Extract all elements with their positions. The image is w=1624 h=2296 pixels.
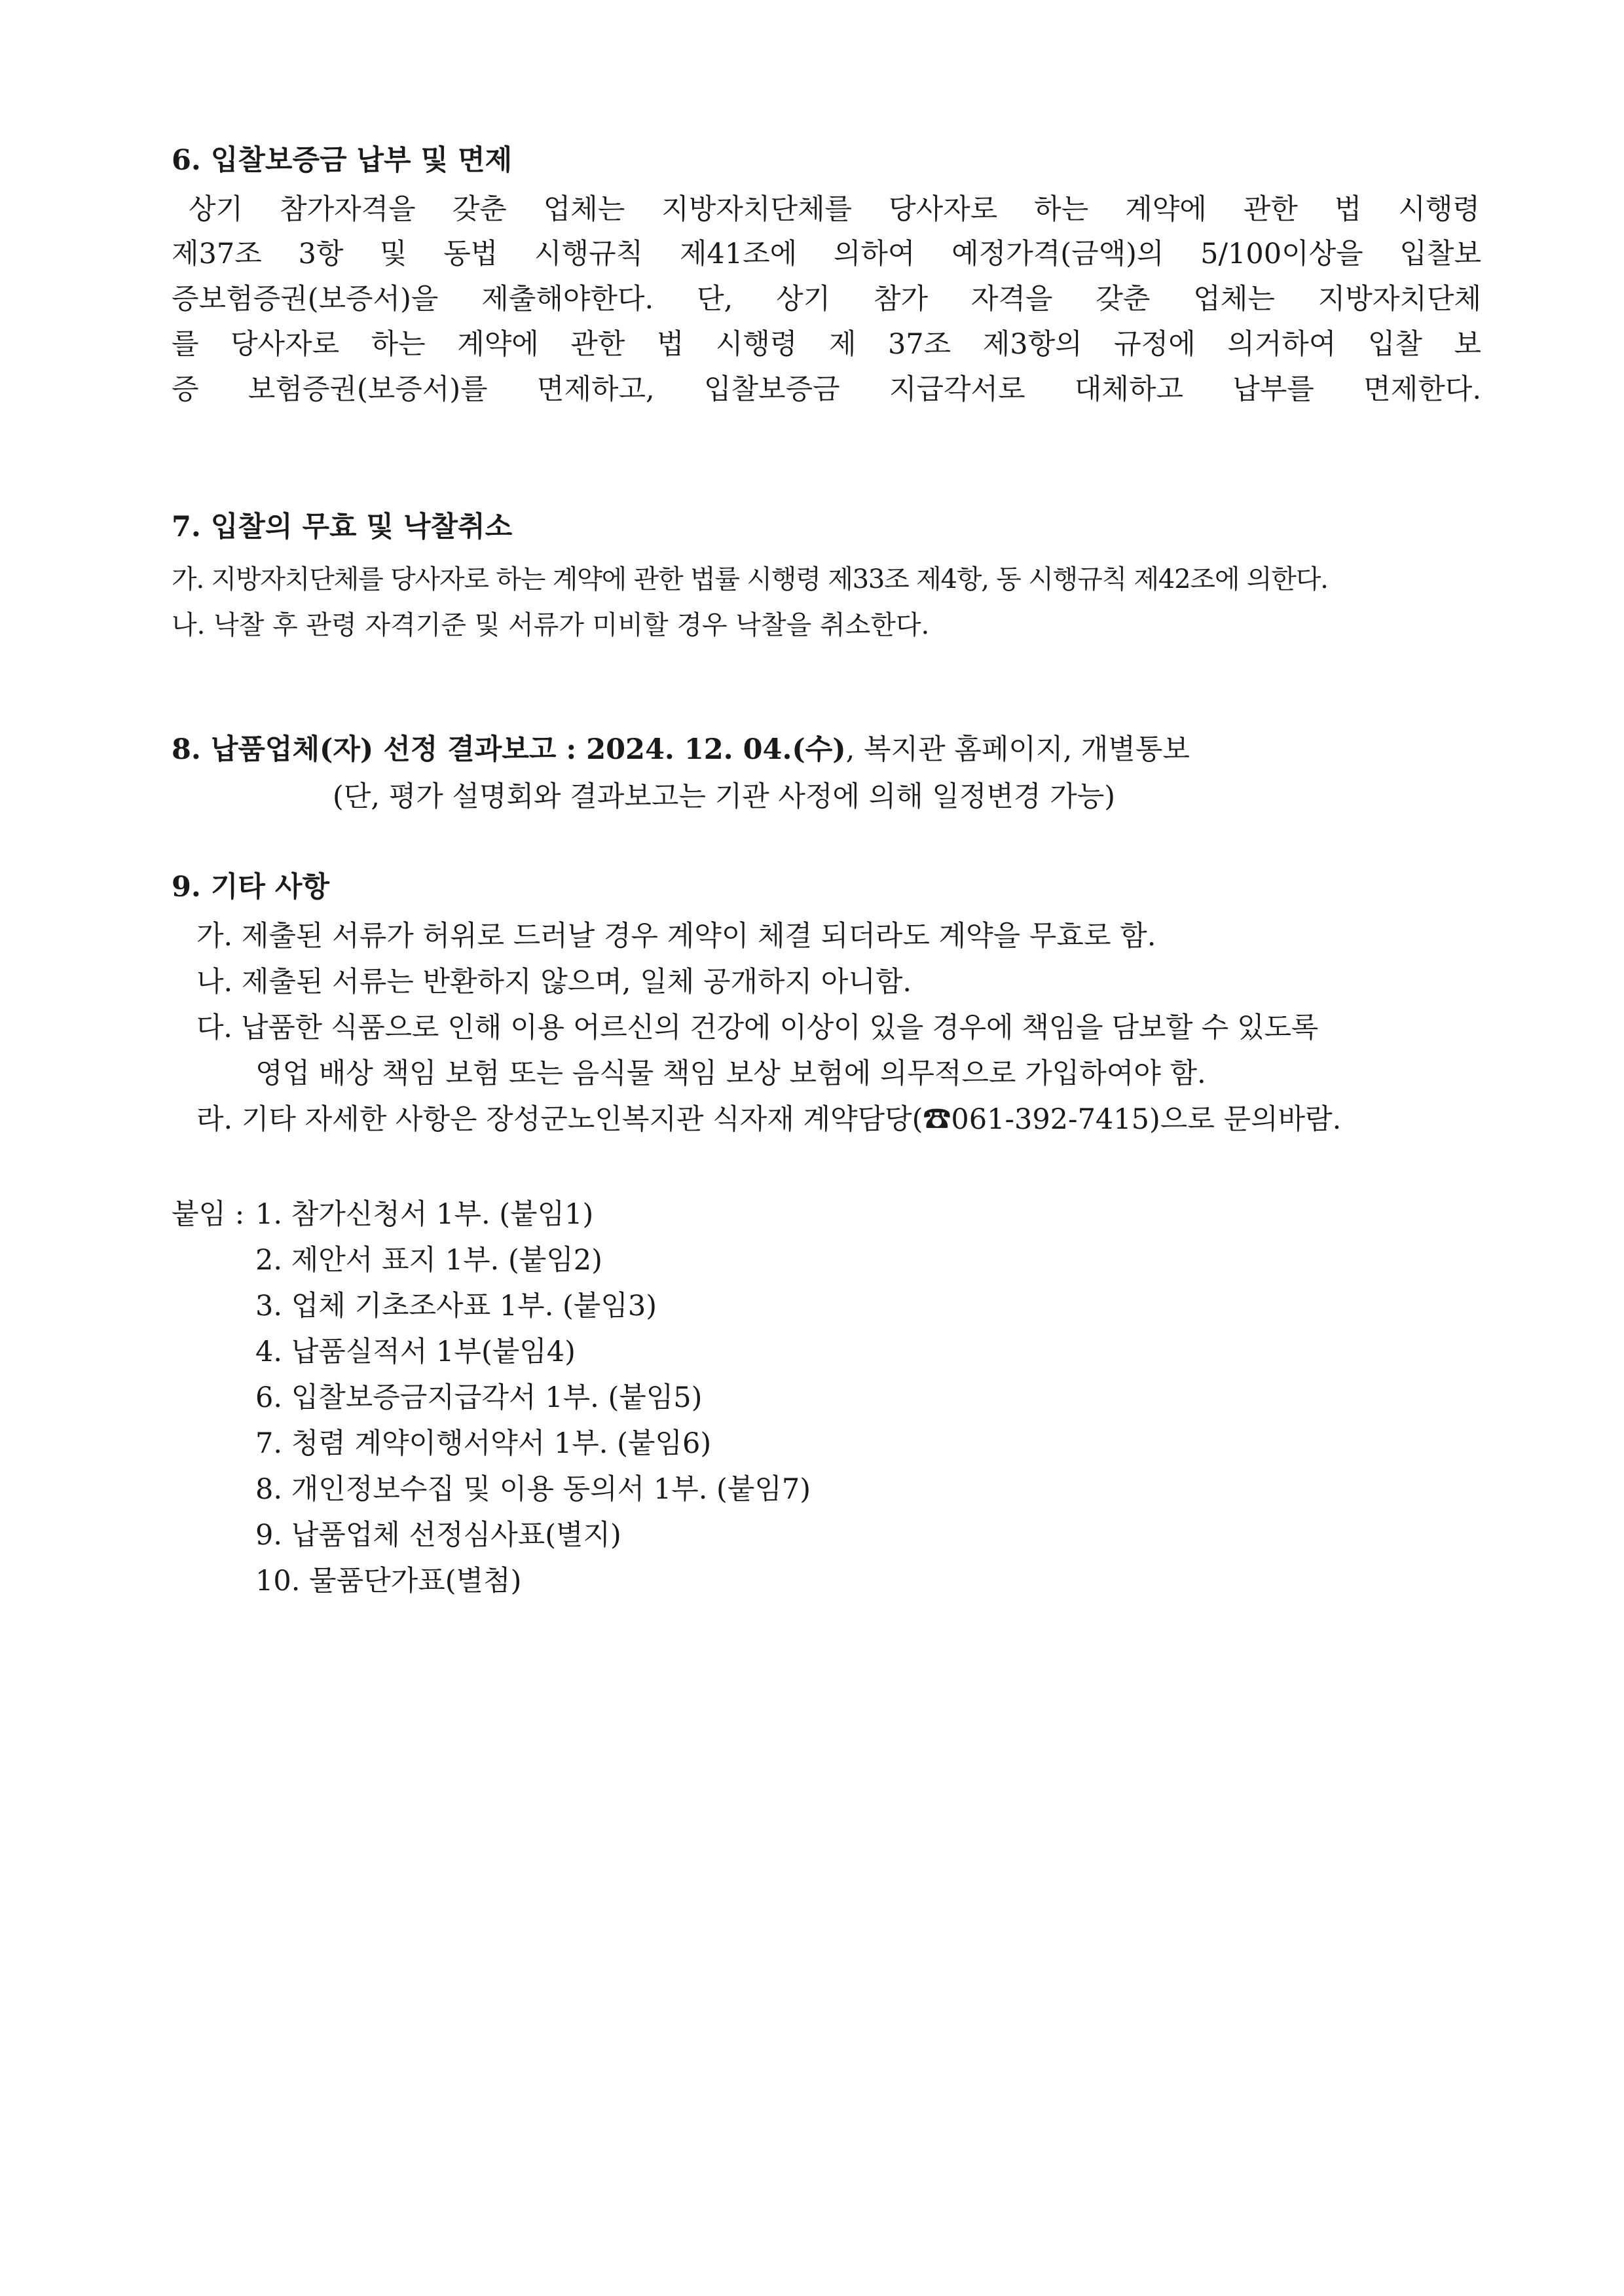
- section-8-heading-line: [172, 730, 1190, 769]
- paragraph-word: 관한: [1243, 193, 1298, 226]
- section-9-item-ga: 가. 제출된 서류가 허위로 드러날 경우 계약이 체결 되더라도 계약을 무효로 함.: [196, 920, 1156, 953]
- paragraph-word: 제41조에: [679, 238, 798, 270]
- paragraph-word: 당사자로: [231, 328, 340, 361]
- attachment-item: 6. 입찰보증금지급각서 1부. (붙임5): [255, 1381, 703, 1414]
- paragraph-word: 보험증권(보증서)를: [248, 373, 488, 406]
- section-6-line-3: [172, 280, 1481, 319]
- paragraph-word: 지방자치단체: [1318, 283, 1481, 316]
- paragraph-word: 참가자격을: [280, 193, 416, 226]
- paragraph-word: 입찰보증금: [703, 373, 840, 406]
- paragraph-word: 제3항의: [982, 328, 1082, 361]
- attachment-item: 4. 납품실적서 1부(붙임4): [255, 1336, 576, 1368]
- section-8-note: (단, 평가 설명회와 결과보고는 기관 사정에 의해 일정변경 가능): [333, 780, 1116, 813]
- section-6-line-1: [189, 190, 1480, 229]
- paragraph-word: 하는: [1034, 193, 1089, 226]
- attachment-item: 3. 업체 기초조사표 1부. (붙임3): [255, 1290, 657, 1322]
- section-6-heading: 6. 입찰보증금 납부 및 면제: [172, 144, 513, 177]
- paragraph-word: 제출해야한다.: [481, 283, 654, 316]
- paragraph-word: 상기: [189, 193, 244, 226]
- paragraph-word: 동법: [443, 238, 498, 270]
- attachment-item: 8. 개인정보수집 및 이용 동의서 1부. (붙임7): [255, 1473, 811, 1506]
- paragraph-word: 상기: [776, 283, 831, 316]
- paragraph-word: 37조: [887, 328, 951, 361]
- paragraph-word: 납부를: [1232, 373, 1314, 406]
- paragraph-word: 하는: [371, 328, 426, 361]
- paragraph-word: 갖춘: [1096, 283, 1151, 316]
- attachment-item: 2. 제안서 표지 1부. (붙임2): [255, 1244, 602, 1277]
- attachment-item: 1. 참가신청서 1부. (붙임1): [255, 1198, 594, 1231]
- paragraph-word: 계약에: [457, 328, 539, 361]
- paragraph-word: 증: [172, 373, 199, 406]
- section-7-heading: 7. 입찰의 무효 및 낙찰취소: [172, 511, 513, 543]
- paragraph-word: 입찰: [1367, 328, 1422, 361]
- paragraph-word: 업체는: [1193, 283, 1275, 316]
- paragraph-word: 자격을: [970, 283, 1053, 316]
- paragraph-word: 지급각서로: [889, 373, 1025, 406]
- paragraph-word: 입찰보: [1399, 238, 1481, 270]
- section-8-heading-rest: , 복지관 홈페이지, 개별통보: [845, 733, 1190, 766]
- paragraph-word: 법: [656, 328, 684, 361]
- section-9-item-da: 다. 납품한 식품으로 인해 이용 어르신의 건강에 이상이 있을 경우에 책임을 담보할 수 있도록: [196, 1011, 1318, 1044]
- paragraph-word: 5/100이상을: [1200, 238, 1363, 270]
- paragraph-word: 당사자로: [889, 193, 998, 226]
- paragraph-word: 계약에: [1125, 193, 1207, 226]
- paragraph-word: 제37조: [172, 238, 262, 270]
- paragraph-word: 의거하여: [1227, 328, 1337, 361]
- section-7-item-ga: 가. 지방자치단체를 당사자로 하는 계약에 관한 법률 시행령 제33조 제4항, 동 시행규칙 제42조에 의한다.: [172, 564, 1328, 594]
- section-6-line-5: [172, 370, 1481, 409]
- paragraph-word: 예정가격(금액)의: [951, 238, 1164, 270]
- paragraph-word: 3항: [298, 238, 344, 270]
- paragraph-word: 업체는: [543, 193, 625, 226]
- section-9-item-ra: 라. 기타 자세한 사항은 장성군노인복지관 식자재 계약담당(☎061-392-7415)으로 문의바람.: [196, 1103, 1342, 1136]
- paragraph-word: 참가: [873, 283, 929, 316]
- attachment-item: 10. 물품단가표(별첨): [255, 1565, 522, 1597]
- paragraph-word: 면제하고,: [536, 373, 655, 406]
- paragraph-word: 제: [828, 328, 857, 361]
- section-6-line-2: [172, 234, 1481, 274]
- section-6-line-4: [172, 325, 1481, 364]
- paragraph-word: 보: [1454, 328, 1481, 361]
- paragraph-word: 규정에: [1114, 328, 1196, 361]
- section-9-item-na: 나. 제출된 서류는 반환하지 않으며, 일체 공개하지 아니함.: [196, 966, 912, 998]
- paragraph-word: 갖춘: [452, 193, 507, 226]
- paragraph-word: 증보험증권(보증서)을: [172, 283, 439, 316]
- paragraph-word: 를: [172, 328, 199, 361]
- section-8-heading: 8. 납품업체(자) 선정 결과보고 : 2024. 12. 04.(수): [172, 733, 846, 766]
- paragraph-word: 지방자치단체를: [661, 193, 853, 226]
- paragraph-word: 시행령: [715, 328, 798, 361]
- paragraph-word: 및: [380, 238, 407, 270]
- section-7-item-na: 나. 낙찰 후 관령 자격기준 및 서류가 미비할 경우 낙찰을 취소한다.: [172, 610, 930, 640]
- attachment-item: 7. 청렴 계약이행서약서 1부. (붙임6): [255, 1427, 712, 1460]
- attachments-label: 붙임 :: [172, 1198, 245, 1231]
- paragraph-word: 법: [1334, 193, 1362, 226]
- paragraph-word: 단,: [697, 283, 733, 316]
- paragraph-word: 의하여: [833, 238, 915, 270]
- paragraph-word: 시행규칙: [534, 238, 644, 270]
- paragraph-word: 시행령: [1398, 193, 1480, 226]
- paragraph-word: 면제한다.: [1363, 373, 1481, 406]
- section-9-heading: 9. 기타 사항: [172, 871, 329, 903]
- section-9-item-da-cont: 영업 배상 책임 보험 또는 음식물 책임 보상 보험에 의무적으로 가입하여야 함.: [255, 1057, 1206, 1090]
- attachment-item: 9. 납품업체 선정심사표(별지): [255, 1519, 621, 1552]
- paragraph-word: 관한: [570, 328, 625, 361]
- paragraph-word: 대체하고: [1074, 373, 1184, 406]
